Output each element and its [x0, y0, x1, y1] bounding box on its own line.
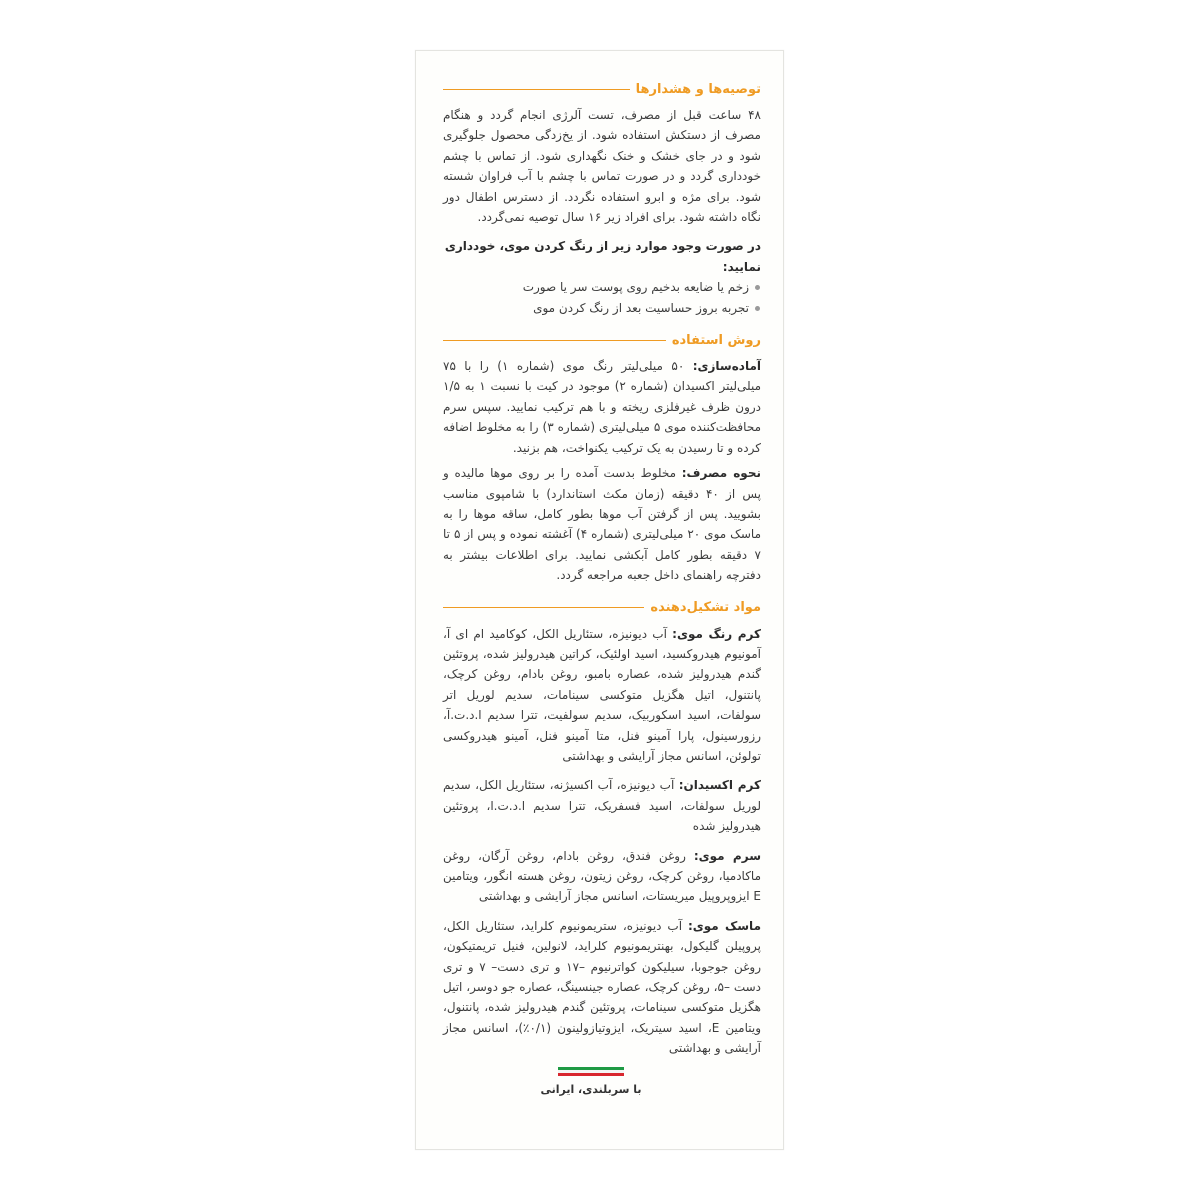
- preparation-text: ۵۰ میلی‌لیتر رنگ موی (شماره ۱) را با ۷۵ میلی‌لیتر اکسیدان (شماره ۲) موجود در کیت با نسبت ۱ به ۱/۵ درون ظرف غیرفلزی ریخته و با هم ترکیب نمایید. سپس سرم محافظت‌کننده موی ۵ میلی‌لیتری (شماره ۳) را به مخلوط اضافه کرده و تا رسیدن به یک ترکیب یکنواخت، هم بزنید.: [443, 359, 762, 455]
- ingredient-text: آب دیونیزه، آب اکسیژنه، ستئاریل الکل، سدیم لوریل سولفات، اسید فسفریک، تترا سدیم ا.د.ت.ا، پروتئین هیدرولیز شده: [443, 778, 761, 834]
- footer-slogan: با سربلندی، ایرانی: [540, 1083, 642, 1096]
- leaflet-content: [443, 79, 761, 1059]
- ingredient-label: کرم اکسیدان:: [678, 778, 761, 793]
- flag-stripe-red: [558, 1073, 624, 1076]
- preparation-label: آماده‌سازی:: [692, 359, 761, 374]
- ingredient-hair-serum: [443, 846, 761, 907]
- warnings-list: [443, 277, 761, 318]
- section-divider: [443, 89, 630, 90]
- section-divider: [443, 607, 644, 608]
- product-leaflet: [415, 50, 784, 1150]
- list-item: [443, 298, 761, 318]
- ingredient-text: روغن فندق، روغن بادام، روغن آرگان، روغن ماکادمیا، روغن کرچک، روغن زیتون، روغن هسته انگور، ویتامین E ایزوپروپیل میریستات، اسانس مجاز آرایشی و بهداشتی: [443, 848, 761, 904]
- list-item-text: زخم یا ضایعه بدخیم روی پوست سر یا صورت: [522, 280, 749, 295]
- section-divider: [443, 340, 666, 341]
- ingredient-label: سرم موی:: [693, 848, 761, 863]
- usage-method: [443, 463, 761, 585]
- method-text: مخلوط بدست آمده را بر روی موها مالیده و پس از ۴۰ دقیقه (زمان مکث استاندارد) با شامپوی مناسب بشویید. پس از گرفتن آب موها بطور کامل، ساقه موها را به ماسک موی ۲۰ میلی‌لیتری (شماره ۴) آغشته نموده و پس از ۵ تا ۷ دقیقه بطور کامل آبکشی نمایید. برای اطلاعات بیشتر به دفترچه راهنمای داخل جعبه مراجعه گردد.: [443, 466, 762, 583]
- warnings-subhead: در صورت وجود موارد زیر از رنگ کردن موی، خودداری نمایید:: [444, 239, 761, 274]
- usage-header: [443, 330, 761, 350]
- ingredients-header: [443, 598, 761, 618]
- ingredient-hair-mask: [443, 916, 761, 1059]
- ingredient-text: آب دیونیزه، ستریمونیوم کلراید، ستئاریل الکل، پروپیلن گلیکول، بهنتریمونیوم کلراید، لانولین، فنیل تریمتیکون، روغن جوجوبا، سیلیکون کواترنیوم –۱۷ و تری دست– ۷ و تری دست –۵، روغن کرچک، عصاره جینسینگ، عصاره جو دوسر، اتیل هگزیل متوکسی سینامات، پروتئین گندم هیدرولیز شده، پانتنول، ویتامین E، اسید سیتریک، ایزوتیازولینون (۰/۱٪)، اسانس مجاز آرایشی و بهداشتی: [443, 918, 761, 1056]
- ingredient-label: کرم رنگ موی:: [672, 626, 762, 641]
- method-label: نحوه مصرف:: [681, 466, 761, 481]
- ingredient-label: ماسک موی:: [687, 918, 761, 933]
- bullet-icon: [755, 306, 760, 311]
- ingredient-oxidant-cream: [443, 775, 761, 836]
- list-item: [443, 277, 761, 297]
- bullet-icon: [755, 285, 760, 290]
- iran-flag-icon: [558, 1067, 624, 1076]
- list-item-text: تجربه بروز حساسیت بعد از رنگ کردن موی: [533, 300, 749, 315]
- warnings-title: توصیه‌ها و هشدارها: [635, 81, 761, 97]
- ingredient-hair-color-cream: [443, 624, 761, 767]
- ingredient-text: آب دیونیزه، ستئاریل الکل، کوکامید ام ای آ، آمونیوم هیدروکسید، اسید اولئیک، کراتین هیدرولیز شده، پروتئین گندم هیدرولیز شده، عصاره بامبو، روغن بادام، روغن کرچک، پانتنول، اتیل هگزیل متوکسی سینامات، سدیم لوریل اتر سولفات، اسید اسکوربیک، سدیم سولفیت، تترا سدیم ا.د.ت.آ، رزورسینول، پارا آمینو فنل، متا آمینو فنل، آمینو هیدروکسی تولوئن، اسانس مجاز آرایشی و بهداشتی: [443, 626, 761, 763]
- ingredients-title: مواد تشکیل‌دهنده: [650, 600, 761, 616]
- usage-preparation: [443, 356, 761, 458]
- warnings-header: [443, 79, 761, 99]
- warnings-body: ۴۸ ساعت قبل از مصرف، تست آلرژی انجام گردد و هنگام مصرف از دستکش استفاده شود. از یخ‌زدگی محصول جلوگیری شود و در جای خشک و خنک نگهداری شود. از تماس با چشم خودداری گردد و در صورت تماس با چشم با آب فراوان شسته شود. برای مژه و ابرو استفاده نگردد. از دسترس اطفال دور نگاه داشته شود. برای افراد زیر ۱۶ سال توصیه نمی‌گردد.: [443, 108, 761, 225]
- usage-title: روش استفاده: [671, 332, 761, 348]
